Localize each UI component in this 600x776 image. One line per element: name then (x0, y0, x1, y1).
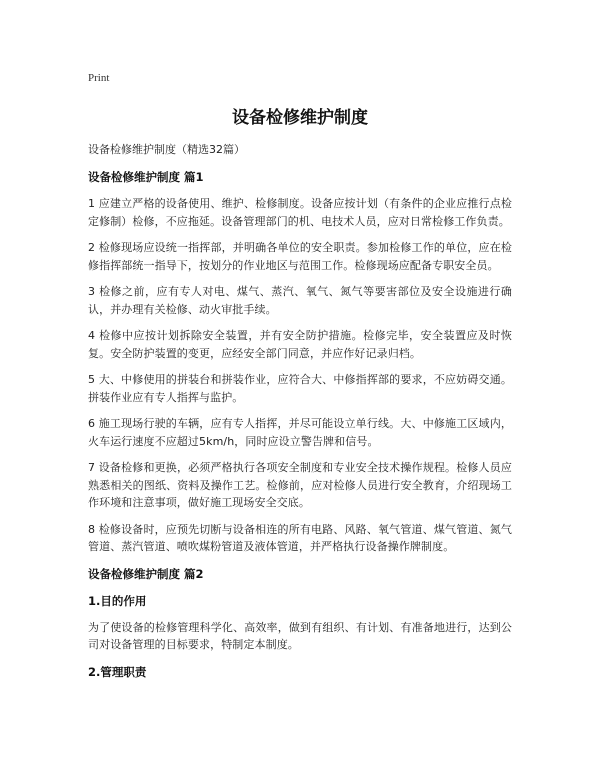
purpose-heading: 1.目的作用 (88, 593, 147, 608)
page-title: 设备检修维护制度 (232, 108, 368, 128)
print-link[interactable]: Print (88, 72, 110, 84)
paragraph-1-5: 5 大、中修使用的拼装台和拼装作业，应符合大、中修指挥部的要求，不应妨碍交通。拼装作业应有专人指挥与监护。 (88, 373, 512, 404)
section-heading-1: 设备检修维护制度 篇1 (88, 170, 204, 184)
duties-heading: 2.管理职责 (88, 664, 147, 679)
paragraph-1-3: 3 检修之前，应有专人对电、煤气、蒸汽、氧气、氮气等要害部位及安全设施进行确认，并办理有关检修、动火审批手续。 (88, 285, 512, 316)
document-subtitle: 设备检修维护制度（精选32篇） (88, 143, 245, 156)
paragraph-1-7: 7 设备检修和更换，必须严格执行各项安全制度和专业安全技术操作规程。检修人员应熟悉相关的图纸、资料及操作工艺。检修前，应对检修人员进行安全教育，介绍现场工作环境和注意事项，做好施工现场安全交底。 (88, 461, 512, 509)
purpose-paragraph: 为了使设备的检修管理科学化、高效率，做到有组织、有计划、有准备地进行，达到公司对设备管理的目标要求，特制定本制度。 (88, 620, 512, 651)
section-heading-2: 设备检修维护制度 篇2 (88, 566, 204, 581)
paragraph-1-8: 8 检修设备时，应预先切断与设备相连的所有电路、风路、氧气管道、煤气管道、氮气管道、蒸汽管道、喷吹煤粉管道及液体管道，并严格执行设备操作牌制度。 (88, 522, 512, 553)
paragraph-1-4: 4 检修中应按计划拆除安全装置，并有安全防护措施。检修完毕，安全装置应及时恢复。安全防护装置的变更，应经安全部门同意，并应作好记录归档。 (88, 329, 512, 360)
paragraph-1-2: 2 检修现场应设统一指挥部，并明确各单位的安全职责。参加检修工作的单位，应在检修指挥部统一指导下，按划分的作业地区与范围工作。检修现场应配备专职安全员。 (88, 241, 512, 272)
paragraph-1-6: 6 施工现场行驶的车辆，应有专人指挥，并尽可能设立单行线。大、中修施工区域内，火车运行速度不应超过5km/h，同时应设立警告牌和信号。 (88, 417, 512, 448)
paragraph-1-1: 1 应建立严格的设备使用、维护、检修制度。设备应按计划（有条件的企业应推行点检定修制）检修，不应拖延。设备管理部门的机、电技术人员，应对日常检修工作负责。 (88, 197, 512, 228)
